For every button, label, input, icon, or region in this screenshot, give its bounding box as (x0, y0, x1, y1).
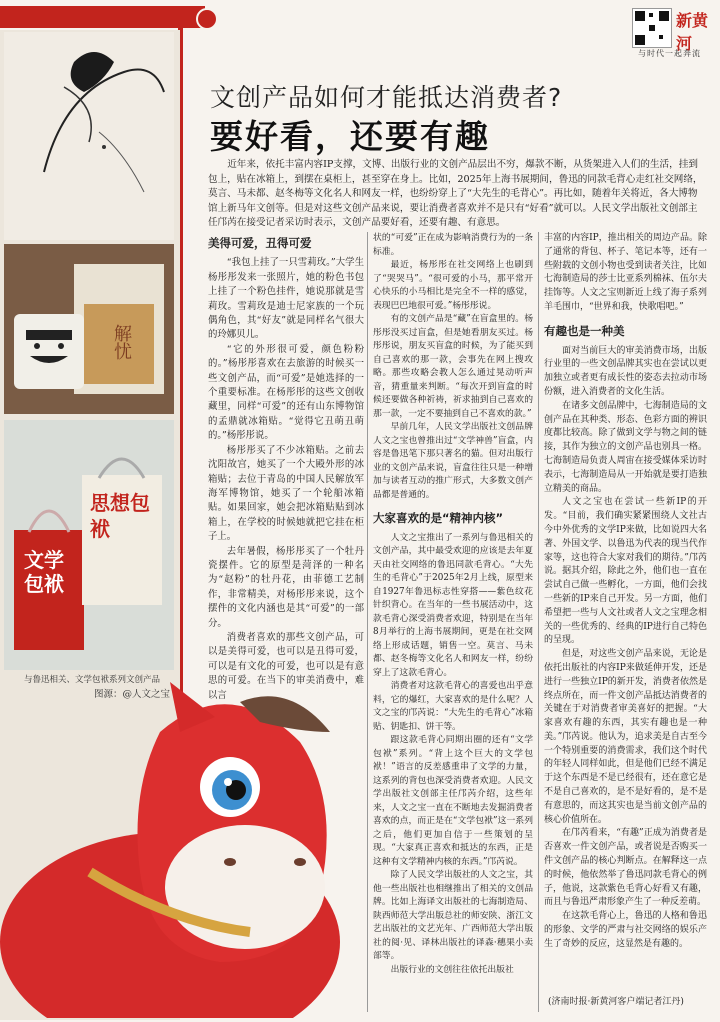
article-lead: 近年来，依托丰富内容IP支撑，文博、出版行业的文创产品层出不穷，爆款不断，从货架进入人们的生活，挂到包上，贴在冰箱上，到摆在桌柜上，甚至穿在身上。比如，2025年上海书展期间，鲁迅的同款毛背心走红社交网络，莫言、马未都、赵冬梅等文化名人和网友一样，也纷纷穿上了“大先生的毛背心”。再比如，随着年关将近，各大博物馆上新马年文创等。但是对这些文创产品来说，要让消费者喜欢并不是只有“好看”就可以。人民文学出版社文创部主任邝芮在接受记者采访时表示，文创产品要好看，还要有趣、有意思。 (208, 159, 703, 229)
bag-text-thought: 思想包袱 (90, 491, 150, 541)
paragraph: “它的外形很可爱，颜色粉粉的。”杨彤彤喜欢在去旅游的时候买一些文创产品，而“可爱”是她选择的一个重要标准。在杨彤彤的这些文创收藏里，同样“可爱”的还有山东博物馆的孟鼎就冰箱贴。“觉得它丑萌丑萌的。”杨彤彤说。 (208, 343, 364, 442)
photo-credit: 图源：@人文之宝 (94, 689, 171, 700)
brand-logo: 新黄河 (676, 11, 709, 53)
header-red-dot (196, 8, 218, 30)
photo-mug-products (4, 244, 174, 414)
paragraph: 在邝芮看来，“有趣”正成为消费者是否喜欢一件文创产品，或者说是否购买一件文创产品的核心判断点。在解释这一点的时候，他依然举了鲁迅同款毛背心的例子，他说，这款紫色毛背心好看又有趣，而且与鲁迅严肃形象产生了一种反差萌。 (544, 828, 707, 908)
article-subtitle: 文创产品如何才能抵达消费者? (210, 83, 563, 112)
paragraph: 人文之宝也在尝试一些新IP的开发。“目前，我们确实紧紧围绕人文社古今中外优秀的文学IP来做，比如说四大名著、外国文学、以鲁迅为代表的现当代作家等，这也符合大家对我们的期待。”邝芮说。据其介绍，除此之外，他们也一直在尝试自己做一些孵化，一方面，他们会找一些新的IP来自己开发。另一方面，他们希望把一些与人文社或者人文之宝理念相关的一些优秀的、经典的IP进行自己特色的呈现。 (544, 497, 707, 646)
section-heading: 有趣也是一种美 (544, 323, 625, 338)
paragraph: 状的“可爱”正在成为影响消费行为的一条标准。 (373, 233, 533, 257)
book-label: 解忧 (111, 324, 132, 360)
paragraph: 面对当前巨大的审美消费市场，出版行业里的一些文创品牌其实也在尝试以更加独立或者更有成长性的姿态去拉动市场份额，进入消费者的文化生活。 (544, 345, 707, 397)
qr-code[interactable] (632, 8, 672, 48)
reporter-credit: (济南时报·新黄河客户端记者江丹) (548, 997, 684, 1007)
paragraph: 消费者喜欢的那些文创产品，可以是美得可爱，也可以是丑得可爱，可以是有文化的可爱，也可以是有意思的可爱。在当下的审美消费中，难以言 (208, 631, 364, 701)
sketch-illustration (4, 32, 174, 240)
article-title: 要好看，还要有趣 (210, 117, 490, 156)
red-horse-plush-image (0, 672, 370, 1018)
paragraph: 最近，杨彤彤在社交网络上也刷到了“哭哭马”。“很可爱的小马，那平常开心快乐的小马相比是完全不一样的感觉，表现巴巴地很可爱。”杨彤彤说。 (373, 260, 533, 311)
article-column-1 (208, 232, 364, 703)
paragraph: 除了人民文学出版社的人文之宝，其他一些出版社也相继推出了相关的文创品牌。比如上海译文出版社的七海制造局、陕西师范大学出版总社的师安陕、浙江文艺出版社的文艺光年、广西师范大学出版社的阅·见、译林出版社的译森·穗果小卖部等。 (373, 870, 533, 961)
paragraph: 杨彤彤买了不少冰箱贴。之前去沈阳故宫，她买了一个大殿外形的冰箱贴；去位于青岛的中国人民解放军海军博物馆，她买了一个轮船冰箱贴。如果回家，她会把冰箱贴贴到冰箱上，在学校的时候她就把它挂在柜子上。 (208, 444, 364, 543)
paragraph: 出版行业的文创往往依托出版社 (390, 964, 514, 975)
paragraph: “我包上挂了一只雪莉玫。”大学生杨彤彤发来一张照片，她的粉色书包上挂了一个粉色挂件，她说那就是雪莉玫。雪莉玫是迪士尼家族的一个玩偶角色，其“好友”就是同样名气很大的玲娜贝儿。 (208, 257, 364, 341)
column-divider (367, 232, 368, 1012)
paragraph: 早前几年，人民文学出版社文创品牌人文之宝也曾推出过“文学神兽”盲盒，内容是鲁迅笔下那只著名的猫。但对出版行业的文创产品来说，盲盒往往只是一种增加与读者互动的推广形式，大多数文创产品都是普通的。 (373, 422, 533, 500)
photo-bags (4, 420, 174, 670)
paragraph: 丰富的内容IP，推出相关的周边产品。除了通常的背包、杯子、笔记本等，还有一些附载的文创小物也受到读者关注，比如七海制造局的莎士比亚系列棉袜、伍尔夫挂饰等。人文之宝则新近上线了海子系列羊毛围巾，“世界和我，快歌唱吧。” (544, 233, 707, 312)
paragraph: 在这款毛背心上，鲁迅的人格和鲁迅的形象、文学的严肃与社交网络的娱乐产生了奇妙的反应，这显然是有趣的。 (544, 911, 707, 949)
article-column-2 (373, 232, 533, 977)
article-column-3 (544, 232, 707, 952)
photo-caption: 与鲁迅相关、文学包袱系列文创产品 (24, 675, 161, 685)
paragraph: 去年暑假，杨彤彤买了一个牡丹瓷摆件。它的原型是菏泽的一种名为“赵粉”的牡丹花，由菲德工艺制作，非常精美，对杨彤彤来说，这个摆件的文化内涵也是其“可爱”的一部分。 (208, 545, 364, 629)
brand-slogan: 与时代一起奔流 (638, 49, 701, 58)
section-heading: 美得可爱，丑得可爱 (208, 236, 312, 250)
header-red-bar (0, 6, 205, 28)
section-heading: 大家喜欢的是“精神内核” (373, 511, 504, 525)
paragraph: 人文之宝推出了一系列与鲁迅相关的文创产品，其中最受欢迎的应该是去年夏天由社交网络的鲁迅同款毛背心。“大先生的毛背心”于2025年2月上线，原型来自1927年鲁迅标志性穿搭——紫色纹花针织背心。在当年的一些书展活动中，这款毛背心深受消费者欢迎，特别是在当年8月举行的上海书展期间，更是在社交网络上形成话题，销售一空。莫言、马未都、赵冬梅等文化名人和网友一样，纷纷穿上了这款毛背心。 (373, 532, 533, 678)
column-divider (538, 232, 539, 1012)
paragraph: 跟这款毛背心同期出圈的还有“文学包袱”系列。“背上这个巨大的文学包袱！”语言的反差感重串了文学的力量，这系列的背包也深受消费者欢迎。人民文学出版社文创部主任邝芮介绍，这些年来，人文之宝一直在不断地去发掘消费者喜欢的点，而正是在“文学包袱”这一系列之后，他们更加自信于一些策划的呈现。“大家真正喜欢和抵达的东西，正是这种有文学精神内核的东西。”邝芮说。 (373, 735, 533, 867)
paragraph: 有的文创产品是“藏”在盲盒里的。杨彤彤没买过盲盒，但是她看朋友买过。杨彤彤说，朋友买盲盒的时候，为了能买到自己喜欢的那一款，会事先在网上搜攻略。那些攻略会教人怎么通过晃动听声音，猜重量来判断。“每次开到盲盒的时候还要做各种祈祷，祈求抽到自己喜欢的那一款，一定不要抽到自己不喜欢的款。” (373, 314, 533, 419)
paragraph: 但是，对这些文创产品来说，无论是依托出版社的内容IP来做延伸开发，还是进行一些独立IP的新开发，消费者依然是终点所在，而一件文创产品抵达消费者的关键在于对消费者审美喜好的把握。“大家喜欢有趣的东西，其实有趣也是一种美。”邝芮说。他认为，追求美是自古至今一个特别重要的消费需求，我们这个时代的年轻人同样如此，但是他们已经不满足于这个东西是不是已经很有，还在意它是不是自己喜欢的，是不是好看的，是不是有意思的，而这其实也是当前文创产品的核心价值所在。 (544, 649, 707, 825)
paragraph: 消费者对这款毛背心的喜爱也出乎意料，它的爆红，大家喜欢的是什么呢？人文之宝的邝芮说：“大先生的毛背心”冰箱贴、钥匙扣、饼干等。 (373, 681, 533, 732)
paragraph: 在诸多文创品牌中，七海制造局的文创产品在其种类、形态、色彩方面的辨识度都比较高。除了做到文学与物之间的链接，其作为独立的文创产品也别具一格。七海制造局负责人周宙在接受媒体采访时表示，七海制造局从一开始就是要打造独立精美的商品。 (544, 400, 707, 494)
bag-text-literature: 文学包袱 (24, 548, 64, 596)
